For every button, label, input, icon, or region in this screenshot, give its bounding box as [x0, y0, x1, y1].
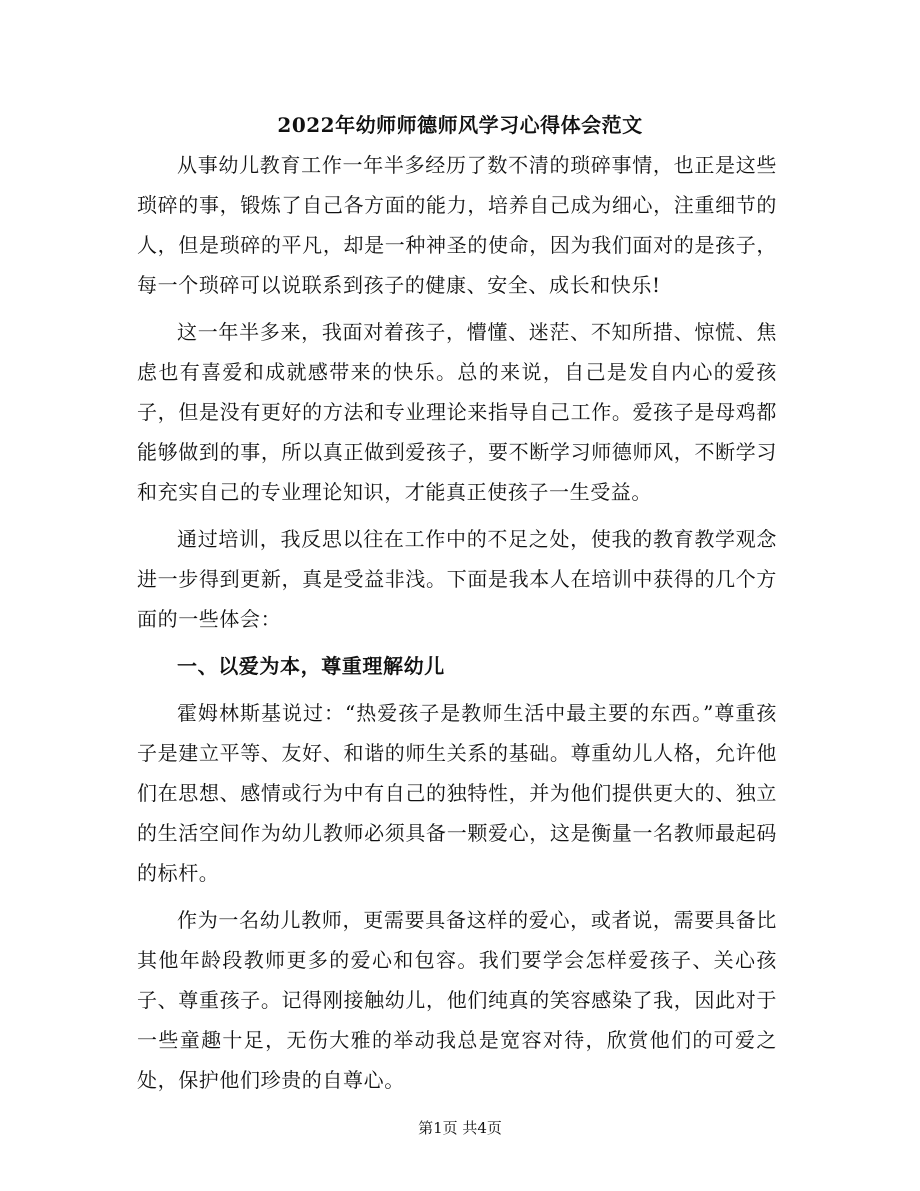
section-paragraph-1: 霍姆林斯基说过：“热爱孩子是教师生活中最主要的东西。”尊重孩子是建立平等、友好、和谐的师生关系的基础。尊重幼儿人格，允许他们在思想、感情或行为中有自己的独特性，并为他们提供更大的、独立的生活空间作为幼儿教师必须具备一颗爱心，这是衡量一名教师最起码的标杆。 — [137, 701, 777, 885]
body-paragraph-1: 从事幼儿教育工作一年半多经历了数不清的琐碎事情，也正是这些琐碎的事，锻炼了自己各方面的能力，培养自己成为细心，注重细节的人，但是琐碎的平凡，却是一种神圣的使命，因为我们面对的是孩子，每一个琐碎可以说联系到孩子的健康、安全、成长和快乐! — [137, 153, 777, 297]
section-paragraph-2: 作为一名幼儿教师，更需要具备这样的爱心，或者说，需要具备比其他年龄段教师更多的爱心和包容。我们要学会怎样爱孩子、关心孩子、尊重孩子。记得刚接触幼儿，他们纯真的笑容感染了我，因此对于一些童趣十足，无伤大雅的举动我总是宽容对待，欣赏他们的可爱之处，保护他们珍贵的自尊心。 — [137, 908, 777, 1092]
document-body — [137, 145, 777, 1107]
section-heading: 一、以爱为本，尊重理解幼儿 — [177, 654, 445, 678]
body-paragraph-3: 通过培训，我反思以往在工作中的不足之处，使我的教育教学观念进一步得到更新，真是受益非浅。下面是我本人在培训中获得的几个方面的一些体会： — [137, 527, 777, 631]
body-paragraph-2: 这一年半多来，我面对着孩子，懵懂、迷茫、不知所措、惊慌、焦虑也有喜爱和成就感带来的快乐。总的来说，自己是发自内心的爱孩子，但是没有更好的方法和专业理论来指导自己工作。爱孩子是母鸡都能够做到的事，所以真正做到爱孩子，要不断学习师德师风，不断学习和充实自己的专业理论知识，才能真正使孩子一生受益。 — [137, 320, 777, 504]
page-number: 第1页 共4页 — [418, 1119, 502, 1137]
document-title: 2022年幼师师德师风学习心得体会范文 — [277, 113, 643, 137]
